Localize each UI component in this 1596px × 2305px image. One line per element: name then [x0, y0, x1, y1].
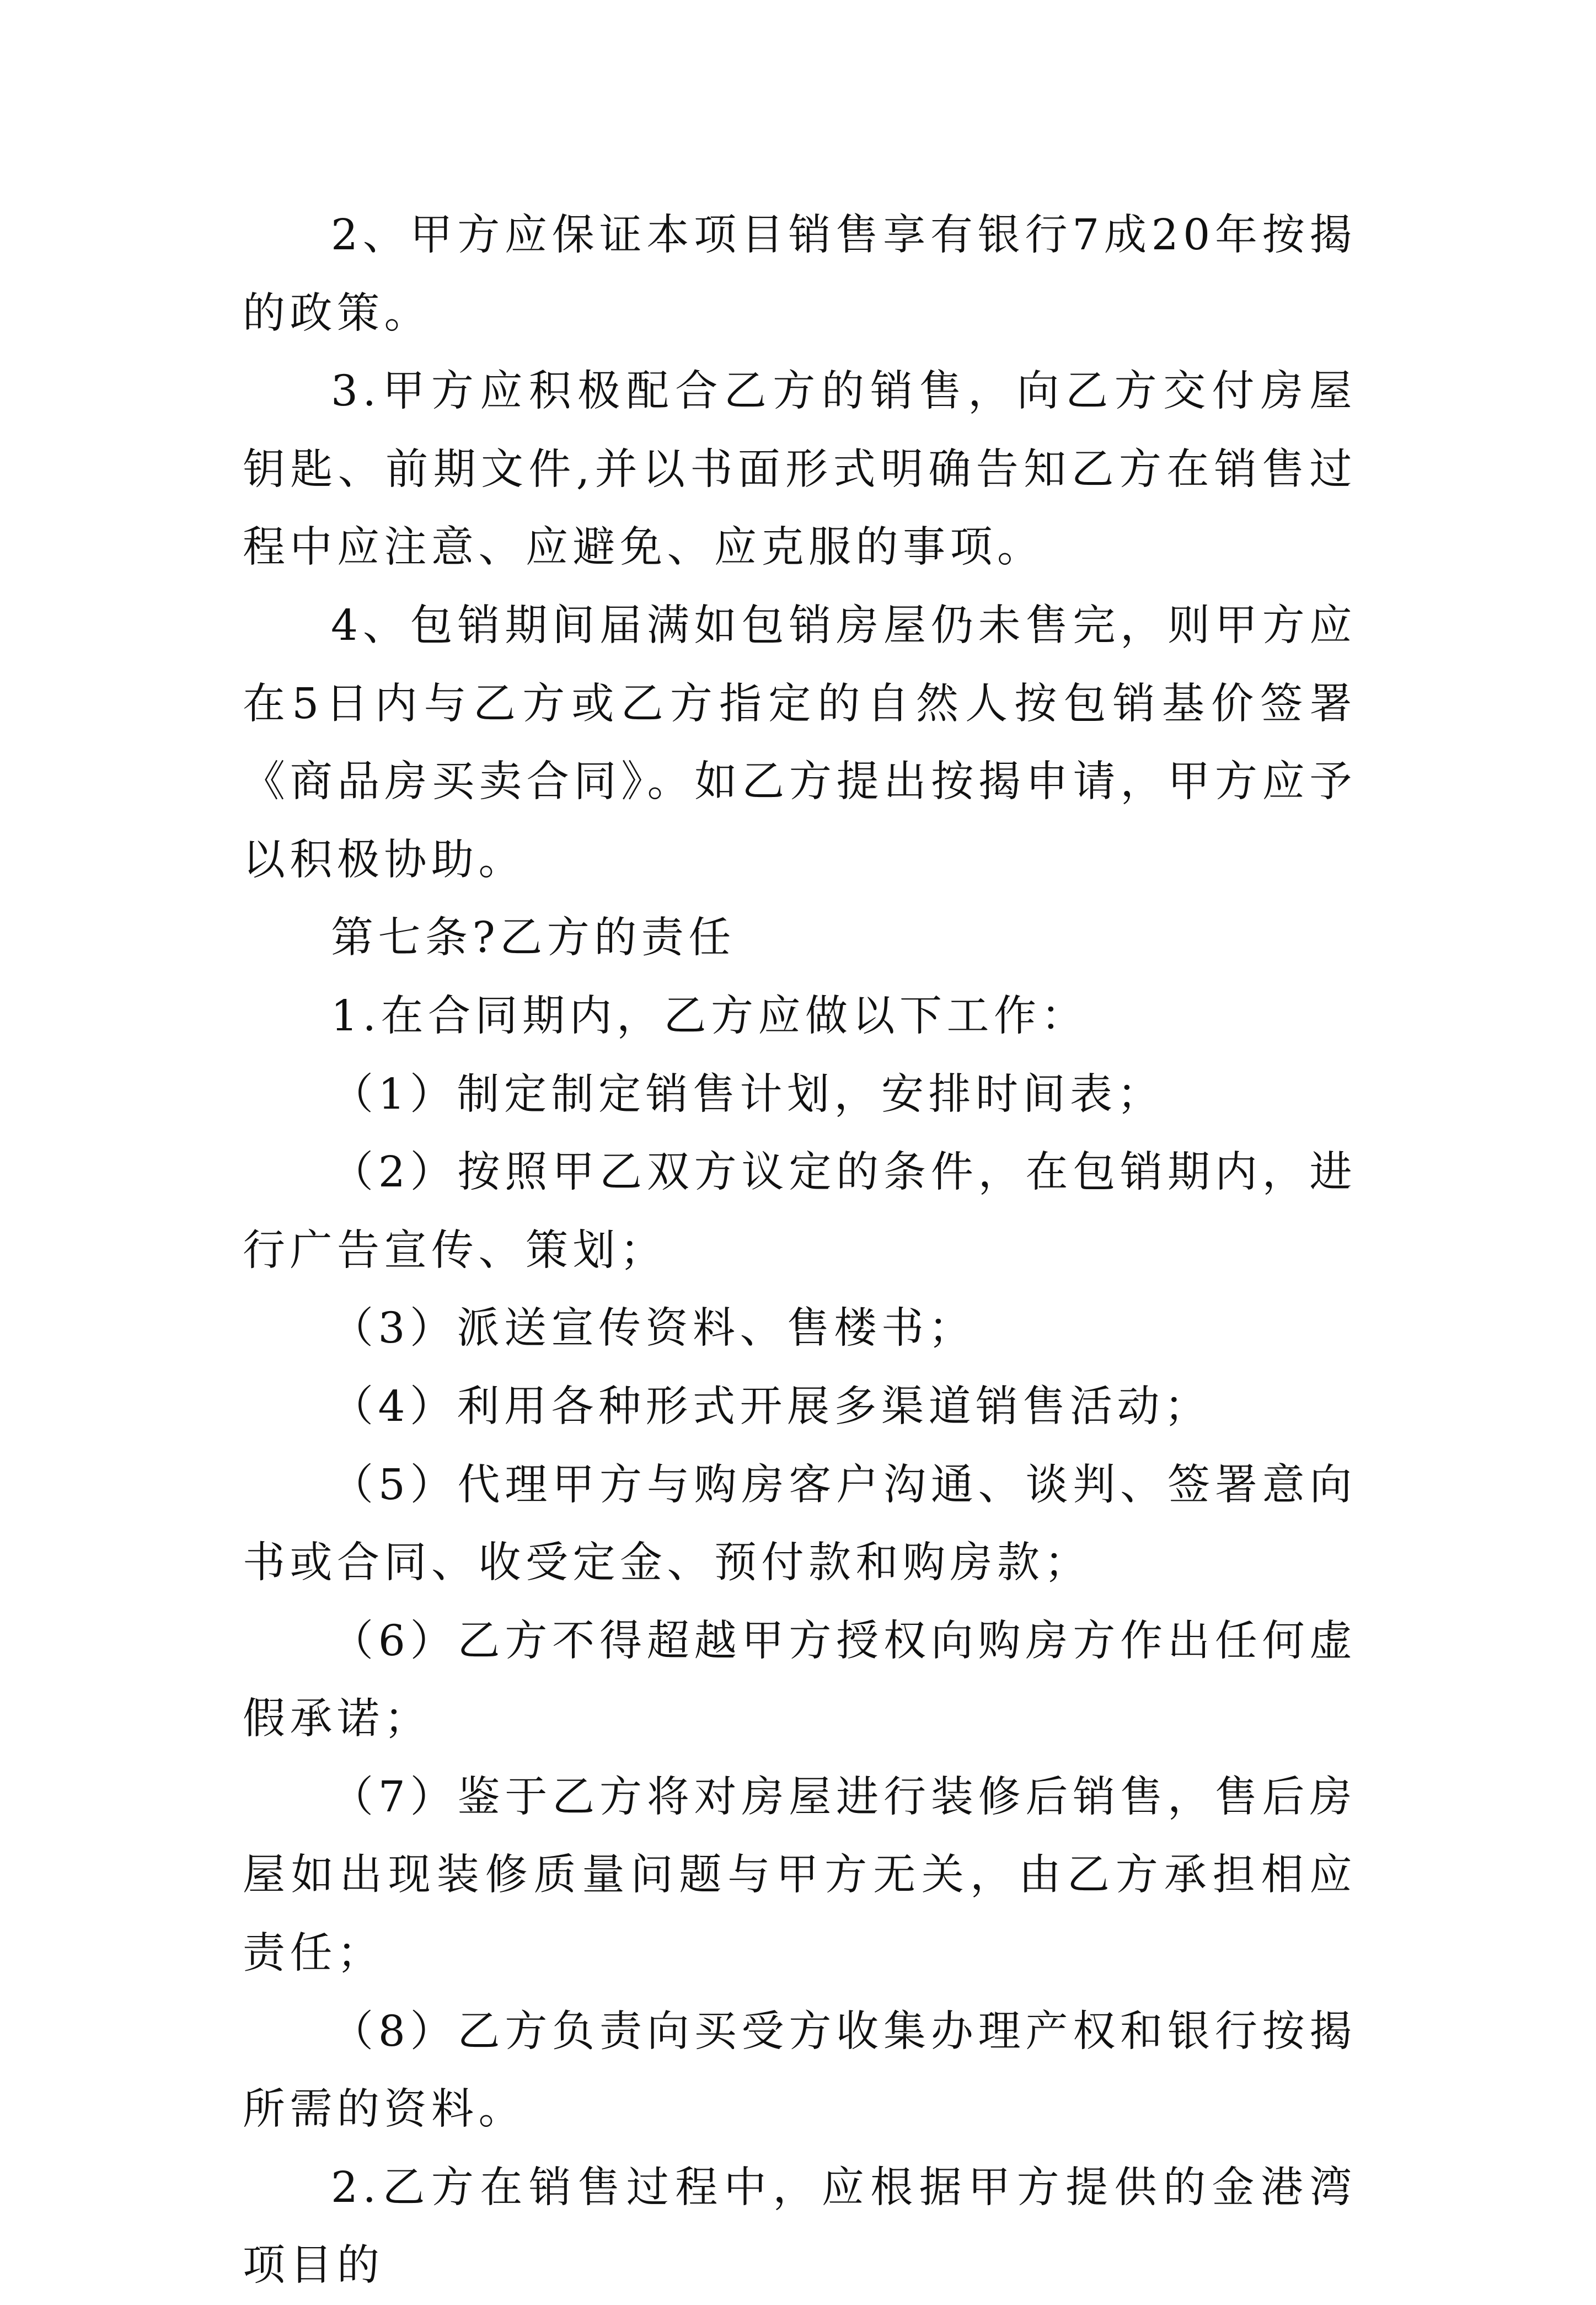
list-item-3-brochures: （3）派送宣传资料、售楼书； [331, 1304, 976, 1354]
list-item-4-multichannel-sales: （4）利用各种形式开展多渠道销售活动； [331, 1382, 1212, 1431]
paragraph-duty-1-intro: 1.在合同期内，乙方应做以下工作： [331, 991, 1088, 1041]
list-item-5-customer-agency: （5）代理甲方与购房客户沟通、谈判、签署意向书或合同、收受定金、预付款和购房款； [243, 1460, 1357, 1588]
paragraph-clause-3-cooperation: 3.甲方应积极配合乙方的销售，向乙方交付房屋钥匙、前期文件,并以书面形式明确告知乙方在销售过程中应注意、应避免、应克服的事项。 [243, 367, 1357, 573]
list-item-7-renovation-liability: （7）鉴于乙方将对房屋进行装修后销售，售后房屋如出现装修质量问题与甲方无关，由乙方承担相应责任； [243, 1772, 1357, 1978]
list-item-2-advertising: （2）按照甲乙双方议定的条件，在包销期内，进行广告宣传、策划； [243, 1148, 1357, 1275]
document-body [243, 196, 1357, 2305]
paragraph-duty-2-partial: 2.乙方在销售过程中，应根据甲方提供的金港湾项目的 [243, 2163, 1357, 2291]
list-item-1-sales-plan: （1）制定制定销售计划，安排时间表； [331, 1069, 1164, 1119]
paragraph-clause-4-unsold-houses: 4、包销期间届满如包销房屋仍未售完，则甲方应在5日内与乙方或乙方指定的自然人按包销基价签署《商品房买卖合同》。如乙方提出按揭申请，甲方应予以积极协助。 [243, 601, 1357, 885]
list-item-8-documents: （8）乙方负责向买受方收集办理产权和银行按揭所需的资料。 [243, 2007, 1357, 2135]
paragraph-clause-2-mortgage-policy: 2、甲方应保证本项目销售享有银行7成20年按揭的政策。 [243, 211, 1357, 338]
list-item-6-no-false-promises: （6）乙方不得超越甲方授权向购房方作出任何虚假承诺； [243, 1616, 1357, 1744]
section-heading-article-7: 第七条?乙方的责任 [331, 913, 736, 963]
